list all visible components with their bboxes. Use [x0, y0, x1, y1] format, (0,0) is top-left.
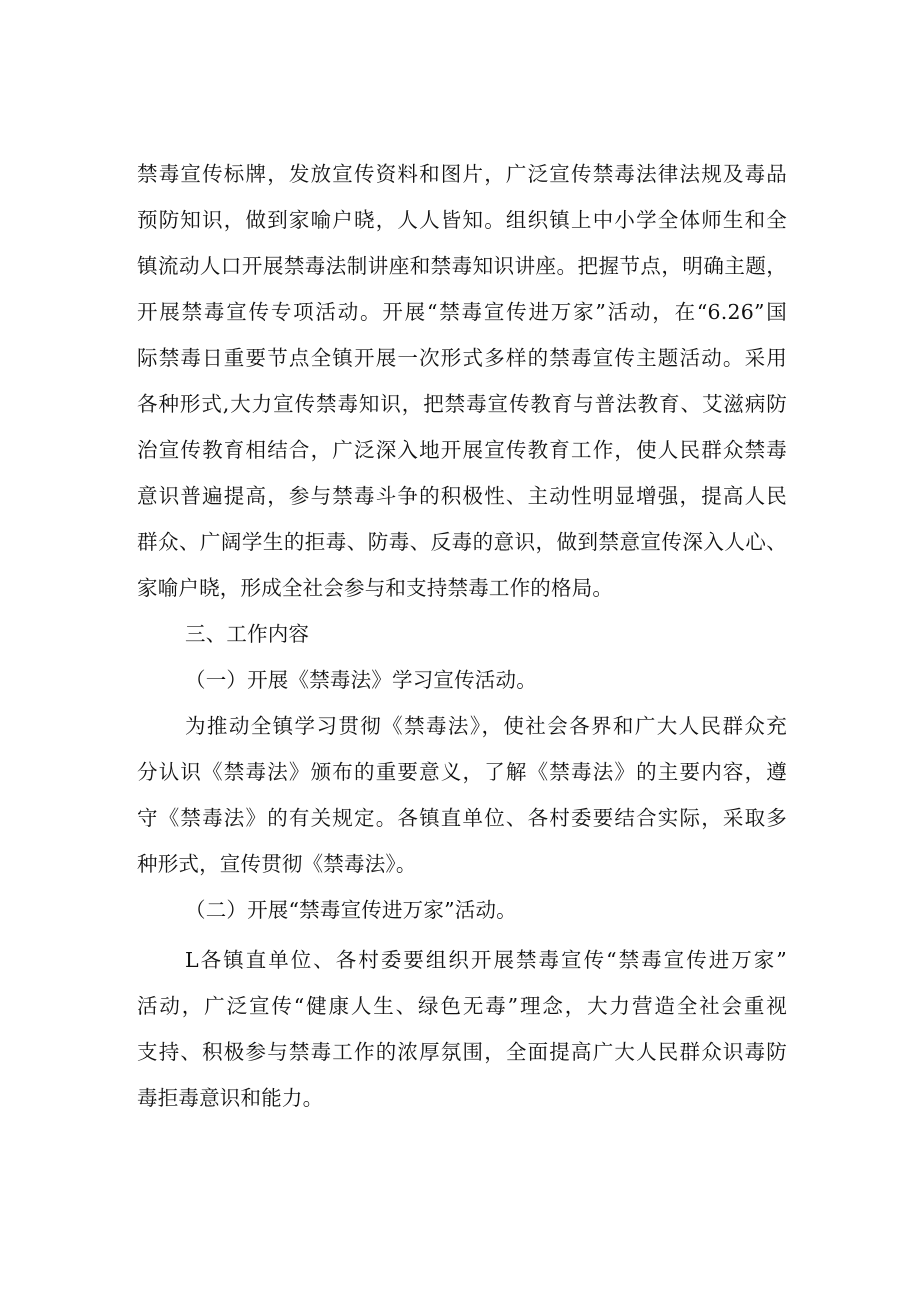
paragraph-1-line: 预防知识，做到家喻户晓，人人皆知。组织镇上中小学全体师生和全 — [137, 208, 787, 232]
paragraph-3-line: 活动，广泛宣传“健康人生、绿色无毒”理念，大力营造全社会重视 — [137, 994, 787, 1018]
section-heading: 三、工作内容 — [185, 622, 310, 646]
paragraph-3-line: L各镇直单位、各村委要组织开展禁毒宣传“禁毒宣传进万家” — [185, 948, 787, 972]
paragraph-3-line: 毒拒毒意识和能力。 — [137, 1086, 324, 1110]
paragraph-2-line: 分认识《禁毒法》颁布的重要意义，了解《禁毒法》的主要内容，遵 — [137, 760, 787, 784]
paragraph-2-line: 守《禁毒法》的有关规定。各镇直单位、各村委要结合实际，采取多 — [137, 806, 787, 830]
paragraph-1-line: 开展禁毒宣传专项活动。开展“禁毒宣传进万家”活动，在“6.26”国 — [137, 300, 787, 324]
paragraph-1-line: 禁毒宣传标牌，发放宣传资料和图片，广泛宣传禁毒法律法规及毒品 — [137, 162, 787, 186]
paragraph-1-line: 镇流动人口开展禁毒法制讲座和禁毒知识讲座。把握节点，明确主题， — [137, 254, 787, 278]
paragraph-1-line: 际禁毒日重要节点全镇开展一次形式多样的禁毒宣传主题活动。采用 — [137, 346, 787, 370]
paragraph-1-line: 群众、广阔学生的拒毒、防毒、反毒的意识，做到禁意宣传深入人心、 — [137, 530, 787, 554]
paragraph-1-line: 意识普遍提高，参与禁毒斗争的积极性、主动性明显增强，提高人民 — [137, 484, 787, 508]
paragraph-1-line: 治宣传教育相结合，广泛深入地开展宣传教育工作，使人民群众禁毒 — [137, 438, 787, 462]
paragraph-2-line: 种形式，宣传贯彻《禁毒法》。 — [137, 852, 417, 876]
paragraph-3-line: 支持、积极参与禁毒工作的浓厚氛围，全面提高广大人民群众识毒防 — [137, 1040, 787, 1064]
paragraph-1-line: 家喻户晓，形成全社会参与和支持禁毒工作的格局。 — [137, 576, 614, 600]
paragraph-2-line: 为推动全镇学习贯彻《禁毒法》，使社会各界和广大人民群众充 — [185, 714, 787, 738]
subheading-1: （一）开展《禁毒法》学习宣传活动。 — [185, 668, 537, 692]
paragraph-1-line: 各种形式,大力宣传禁毒知识，把禁毒宣传教育与普法教育、艾滋病防 — [137, 392, 787, 416]
subheading-2: （二）开展“禁毒宣传进万家”活动。 — [185, 898, 517, 922]
